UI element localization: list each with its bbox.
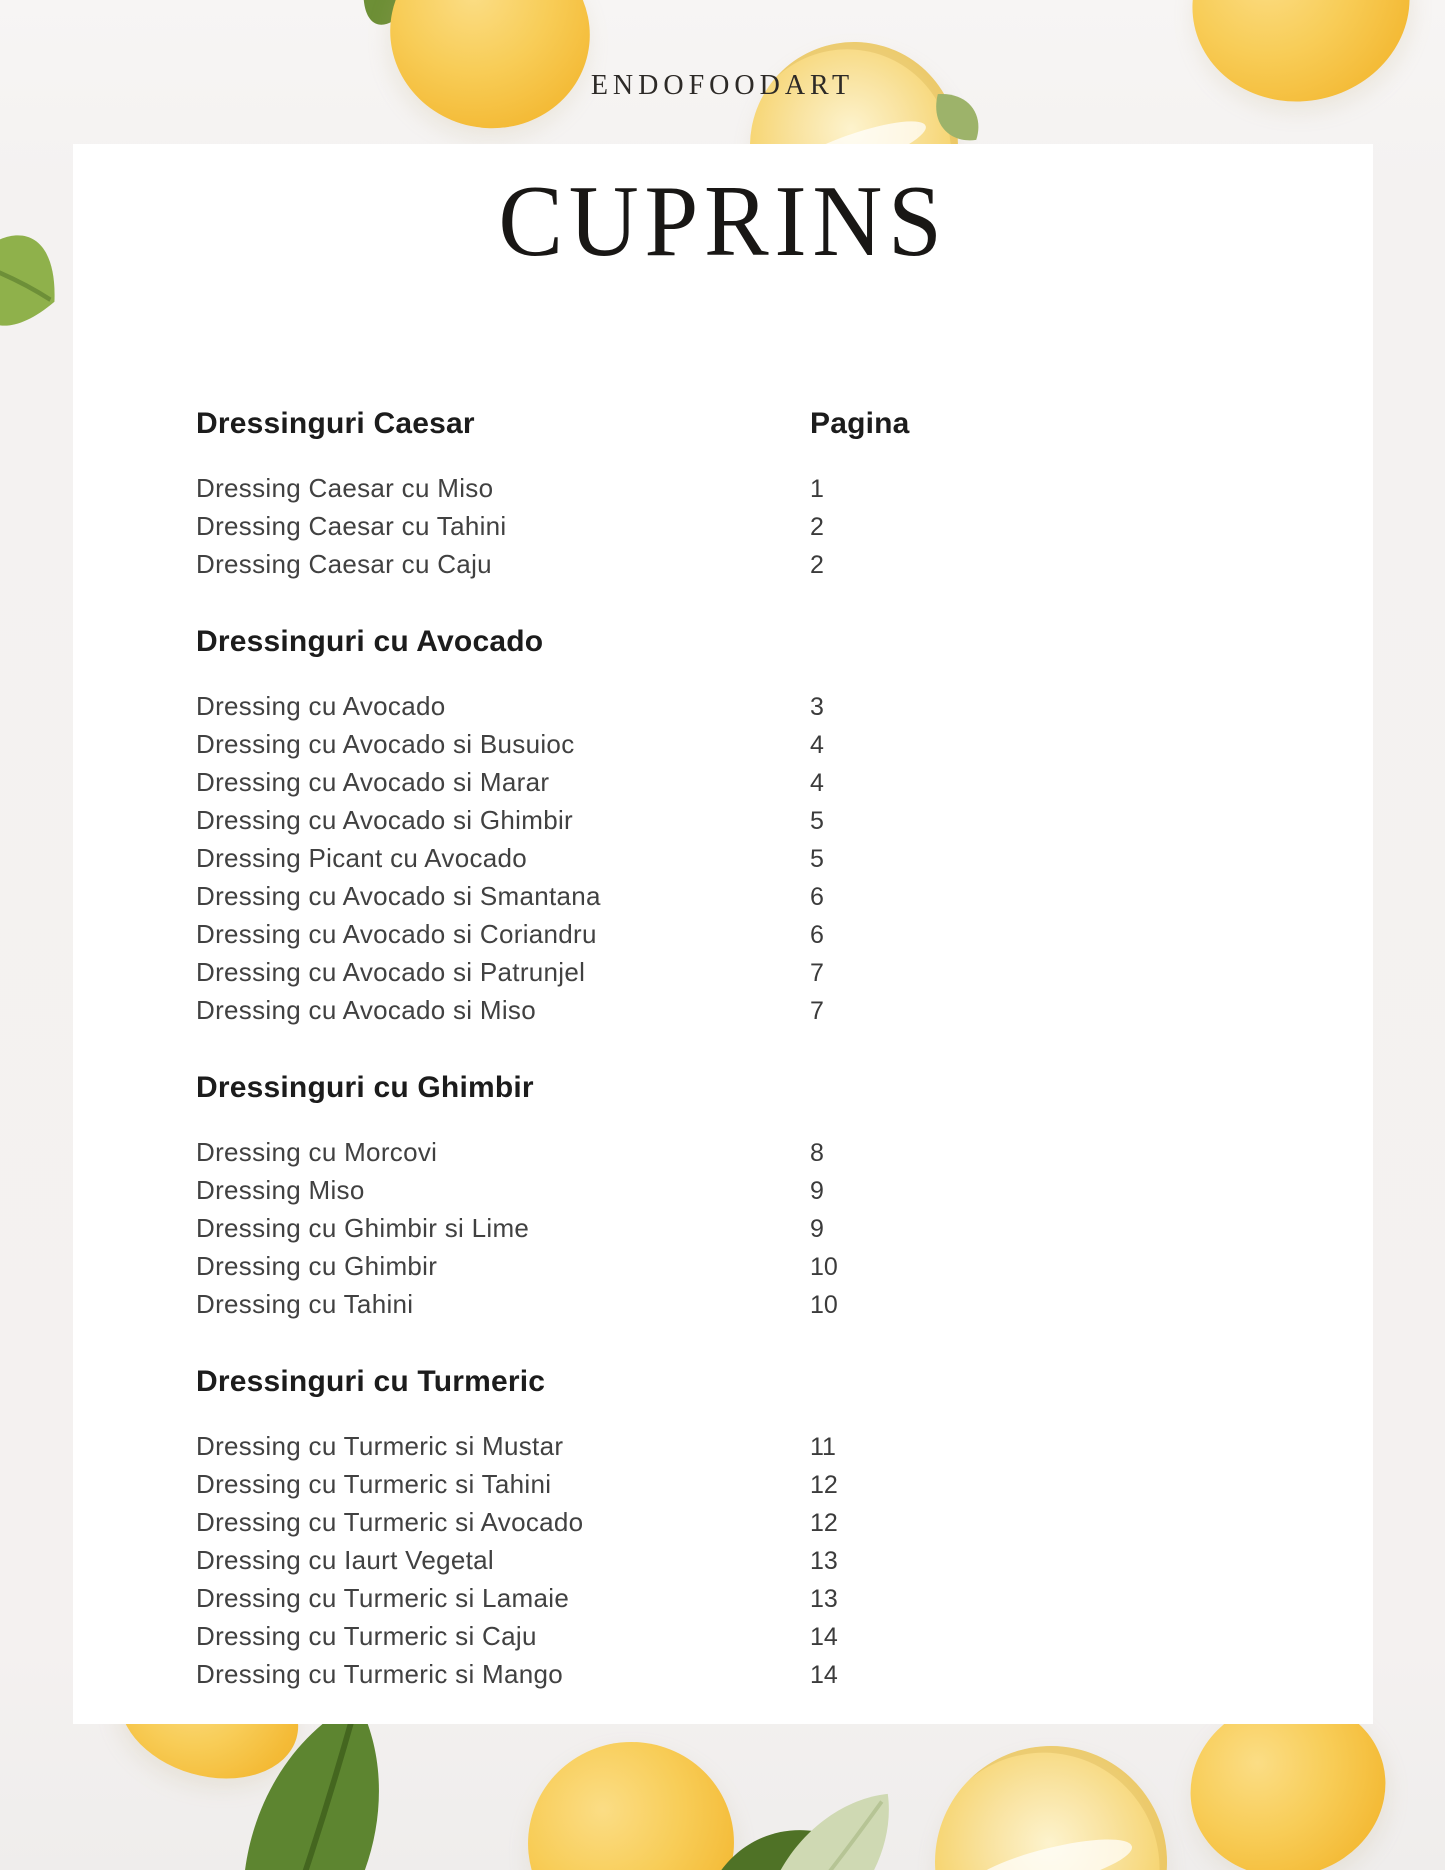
toc-item-label: Dressing cu Turmeric si Lamaie [196, 1583, 570, 1613]
toc-item-label: Dressing cu Avocado si Coriandru [196, 919, 597, 949]
toc-item-label: Dressing cu Avocado si Smantana [196, 881, 601, 911]
toc-row [196, 688, 1276, 726]
lemon-half-pith [966, 1828, 1137, 1870]
toc-item-page: 10 [810, 1253, 838, 1281]
toc-item-page: 6 [810, 883, 824, 911]
toc-row [196, 546, 1276, 584]
toc-item-page: 13 [810, 1585, 838, 1613]
toc-item-page: 13 [810, 1547, 838, 1575]
section-heading: Dressinguri cu Ghimbir [196, 1071, 534, 1104]
toc-item-page: 4 [810, 769, 824, 797]
toc-item-label: Dressing cu Iaurt Vegetal [196, 1545, 494, 1575]
toc-item-label: Dressing cu Avocado si Patrunjel [196, 957, 586, 987]
toc-item-page: 5 [810, 845, 824, 873]
lemon-half-bottom [925, 1736, 1176, 1870]
toc-row [196, 1286, 1276, 1324]
page-column-header: Pagina [810, 407, 910, 440]
toc-section-turmeric [196, 1360, 1276, 1694]
toc-row [196, 878, 1276, 916]
toc-item-page: 11 [810, 1433, 836, 1461]
toc-row [196, 1580, 1276, 1618]
lemon-top-right [1174, 0, 1428, 122]
section-heading: Dressinguri cu Avocado [196, 625, 544, 658]
toc-item-page: 3 [810, 693, 824, 721]
toc-item-page: 1 [810, 475, 824, 503]
toc-item-page: 2 [810, 513, 824, 541]
toc-item-label: Dressing cu Avocado si Marar [196, 767, 550, 797]
toc-row [196, 916, 1276, 954]
toc-row [196, 1428, 1276, 1466]
toc-item-page: 8 [810, 1139, 824, 1167]
toc-item-label: Dressing cu Turmeric si Caju [196, 1621, 537, 1651]
toc-item-label: Dressing cu Turmeric si Mango [196, 1659, 564, 1689]
toc-row [196, 802, 1276, 840]
toc-item-page: 7 [810, 997, 824, 1025]
toc-row [196, 1504, 1276, 1542]
toc-item-page: 12 [810, 1509, 838, 1537]
toc-row [196, 726, 1276, 764]
toc-row [196, 1656, 1276, 1694]
toc-item-label: Dressing cu Avocado si Ghimbir [196, 805, 574, 835]
toc-item-label: Dressing cu Turmeric si Tahini [196, 1469, 552, 1499]
toc-item-label: Dressing cu Avocado [196, 691, 446, 721]
toc-item-label: Dressing cu Ghimbir si Lime [196, 1213, 530, 1243]
toc-section-avocado [196, 620, 1276, 1030]
toc-item-label: Dressing Caesar cu Caju [196, 549, 492, 579]
toc-item-page: 7 [810, 959, 824, 987]
section-header-row [196, 402, 1276, 470]
toc-item-page: 6 [810, 921, 824, 949]
toc-item-label: Dressing cu Tahini [196, 1289, 414, 1319]
toc-section-caesar [196, 402, 1276, 584]
toc-row [196, 840, 1276, 878]
toc-row [196, 954, 1276, 992]
page-title: CUPRINS [498, 165, 948, 278]
toc-item-label: Dressing Caesar cu Tahini [196, 511, 507, 541]
toc-item-label: Dressing cu Turmeric si Mustar [196, 1431, 564, 1461]
toc-item-label: Dressing cu Morcovi [196, 1137, 438, 1167]
content-card [73, 144, 1373, 1724]
toc-row [196, 1466, 1276, 1504]
toc-row [196, 764, 1276, 802]
table-of-contents [196, 402, 1276, 1694]
section-header-row [196, 1066, 1276, 1134]
toc-row [196, 1248, 1276, 1286]
toc-section-ghimbir [196, 1066, 1276, 1324]
toc-item-page: 9 [810, 1177, 824, 1205]
toc-item-label: Dressing Picant cu Avocado [196, 843, 528, 873]
toc-item-page: 2 [810, 551, 824, 579]
toc-item-label: Dressing cu Turmeric si Avocado [196, 1507, 584, 1537]
toc-item-label: Dressing cu Avocado si Miso [196, 995, 536, 1025]
toc-row [196, 508, 1276, 546]
section-heading: Dressinguri cu Turmeric [196, 1365, 546, 1398]
toc-item-label: Dressing Miso [196, 1175, 365, 1205]
section-header-row [196, 620, 1276, 688]
toc-item-label: Dressing cu Avocado si Busuioc [196, 729, 575, 759]
section-header-row [196, 1360, 1276, 1428]
section-heading: Dressinguri Caesar [196, 407, 475, 440]
toc-item-page: 9 [810, 1215, 824, 1243]
brand-logo-text: ENDOFOODART [590, 70, 855, 101]
toc-item-page: 12 [810, 1471, 838, 1499]
toc-row [196, 1172, 1276, 1210]
toc-item-label: Dressing Caesar cu Miso [196, 473, 494, 503]
toc-item-page: 14 [810, 1661, 838, 1689]
toc-row [196, 470, 1276, 508]
toc-item-page: 14 [810, 1623, 838, 1651]
toc-item-page: 5 [810, 807, 824, 835]
toc-row [196, 1134, 1276, 1172]
toc-item-page: 4 [810, 731, 824, 759]
toc-row [196, 992, 1276, 1030]
toc-item-page: 10 [810, 1291, 838, 1319]
toc-row [196, 1542, 1276, 1580]
toc-row [196, 1210, 1276, 1248]
toc-item-label: Dressing cu Ghimbir [196, 1251, 438, 1281]
toc-row [196, 1618, 1276, 1656]
